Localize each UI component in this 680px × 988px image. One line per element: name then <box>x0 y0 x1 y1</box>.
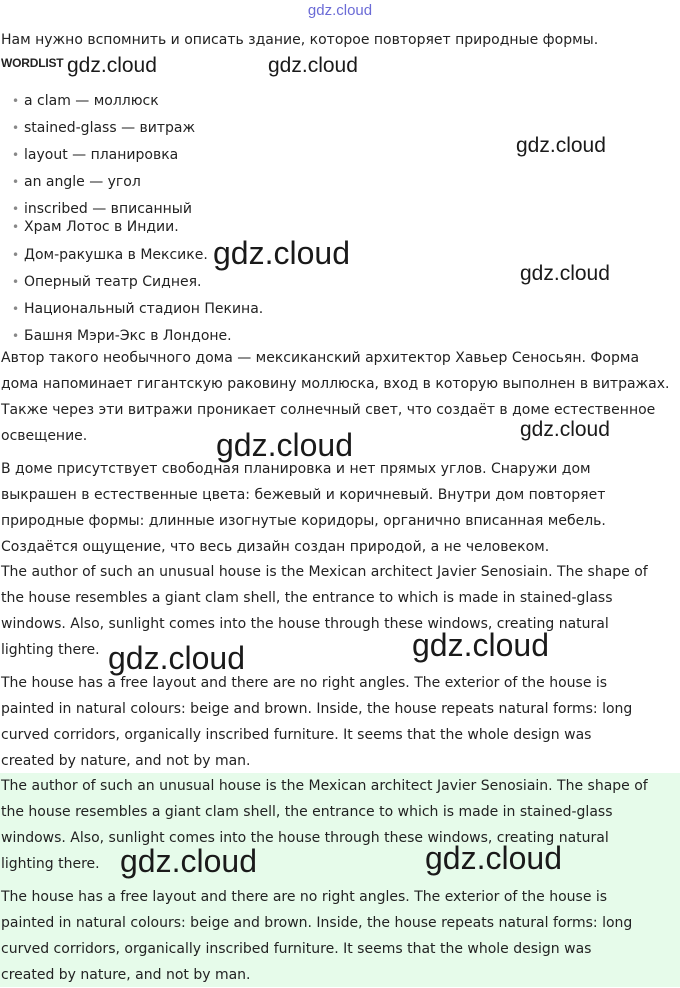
paragraph-line: The house has a free layout and there are no right angles. The exterior of the house is <box>1 889 608 905</box>
building-item <box>12 273 201 291</box>
paragraph-line: В доме присутствует свободная планировка и нет прямых углов. Снаружи дом <box>1 461 591 477</box>
paragraph-line: дома напоминает гигантскую раковину моллюска, вход в которую выполнен в витражах. <box>1 376 670 392</box>
building-item <box>12 300 263 318</box>
paragraph-line: painted in natural colours: beige and brown. Inside, the house repeats natural forms: long <box>1 915 633 931</box>
paragraph-line: created by nature, and not by man. <box>1 753 251 769</box>
paragraph-line: lighting there. <box>1 856 100 872</box>
paragraph-line: the house resembles a giant clam shell, the entrance to which is made in stained-glass <box>1 590 613 606</box>
site-brand-header[interactable]: gdz.cloud <box>307 2 373 19</box>
watermark: gdz.cloud <box>520 418 610 441</box>
bullet-icon: • <box>12 220 20 234</box>
bullet-icon: • <box>12 148 20 162</box>
bullet-icon: • <box>12 175 20 189</box>
wordlist-item-text: stained-glass — витраж <box>24 120 196 136</box>
en-paragraph-2 <box>1 670 680 774</box>
paragraph-line: windows. Also, sunlight comes into the house through these windows, creating natural <box>1 616 609 632</box>
paragraph-line: The author of such an unusual house is the Mexican architect Javier Senosiain. The shape of <box>1 564 648 580</box>
building-item <box>12 246 208 264</box>
bullet-icon: • <box>12 275 20 289</box>
wordlist-item <box>12 119 195 137</box>
wordlist-item-text: inscribed — вписанный <box>24 201 192 217</box>
watermark: gdz.cloud <box>425 840 562 876</box>
wordlist-item <box>12 173 141 191</box>
bullet-icon: • <box>12 302 20 316</box>
paragraph-line: windows. Also, sunlight comes into the house through these windows, creating natural <box>1 830 609 846</box>
paragraph-line: curved corridors, organically inscribed furniture. It seems that the whole design was <box>1 727 592 743</box>
paragraph-line: created by nature, and not by man. <box>1 967 251 983</box>
paragraph-line: painted in natural colours: beige and brown. Inside, the house repeats natural forms: long <box>1 701 633 717</box>
paragraph-line: природные формы: длинные изогнутые коридоры, органично вписанная мебель. <box>1 513 606 529</box>
wordlist-item-text: layout — планировка <box>24 147 179 163</box>
wordlist-item <box>12 200 192 218</box>
building-item-text: Башня Мэри-Экс в Лондоне. <box>24 328 232 344</box>
paragraph-line: Создаётся ощущение, что весь дизайн создан природой, а не человеком. <box>1 539 550 555</box>
bullet-icon: • <box>12 329 20 343</box>
ru-paragraph-2 <box>1 456 680 560</box>
bullet-icon: • <box>12 202 20 216</box>
building-item <box>12 218 179 236</box>
watermark: gdz.cloud <box>216 427 353 463</box>
wordlist-heading: WORDLIST <box>1 56 64 70</box>
paragraph-line: the house resembles a giant clam shell, the entrance to which is made in stained-glass <box>1 804 613 820</box>
paragraph-line: curved corridors, organically inscribed furniture. It seems that the whole design was <box>1 941 592 957</box>
paragraph-line: The house has a free layout and there are no right angles. The exterior of the house is <box>1 675 608 691</box>
paragraph-line: The author of such an unusual house is the Mexican architect Javier Senosiain. The shape of <box>1 778 648 794</box>
building-item-text: Оперный театр Сиднея. <box>24 274 202 290</box>
watermark: gdz.cloud <box>268 54 358 77</box>
watermark: gdz.cloud <box>213 235 350 271</box>
watermark: gdz.cloud <box>108 640 245 676</box>
watermark: gdz.cloud <box>67 54 157 77</box>
wordlist-item <box>12 146 178 164</box>
paragraph-line: lighting there. <box>1 642 100 658</box>
watermark: gdz.cloud <box>520 262 610 285</box>
watermark: gdz.cloud <box>120 843 257 879</box>
wordlist-item <box>12 92 159 110</box>
building-item <box>12 327 232 345</box>
paragraph-line: освещение. <box>1 428 88 444</box>
building-item-text: Национальный стадион Пекина. <box>24 301 264 317</box>
watermark: gdz.cloud <box>516 134 606 157</box>
bullet-icon: • <box>12 121 20 135</box>
paragraph-line: Автор такого необычного дома — мексиканский архитектор Хавьер Сеносьян. Форма <box>1 350 640 366</box>
paragraph-line: Также через эти витражи проникает солнечный свет, что создаёт в доме естественное <box>1 402 656 418</box>
building-item-text: Храм Лотос в Индии. <box>24 219 179 235</box>
wordlist-item-text: a clam — моллюск <box>24 93 159 109</box>
task-statement: Нам нужно вспомнить и описать здание, которое повторяет природные формы. <box>1 32 599 48</box>
en-paragraph-1 <box>1 559 680 663</box>
en-paragraph-1-answer <box>1 773 680 877</box>
bullet-icon: • <box>12 248 20 262</box>
en-paragraph-2-answer <box>1 884 680 988</box>
building-item-text: Дом-ракушка в Мексике. <box>24 247 208 263</box>
bullet-icon: • <box>12 94 20 108</box>
watermark: gdz.cloud <box>412 627 549 663</box>
wordlist-item-text: an angle — угол <box>24 174 141 190</box>
paragraph-line: выкрашен в естественные цвета: бежевый и коричневый. Внутри дом повторяет <box>1 487 606 503</box>
